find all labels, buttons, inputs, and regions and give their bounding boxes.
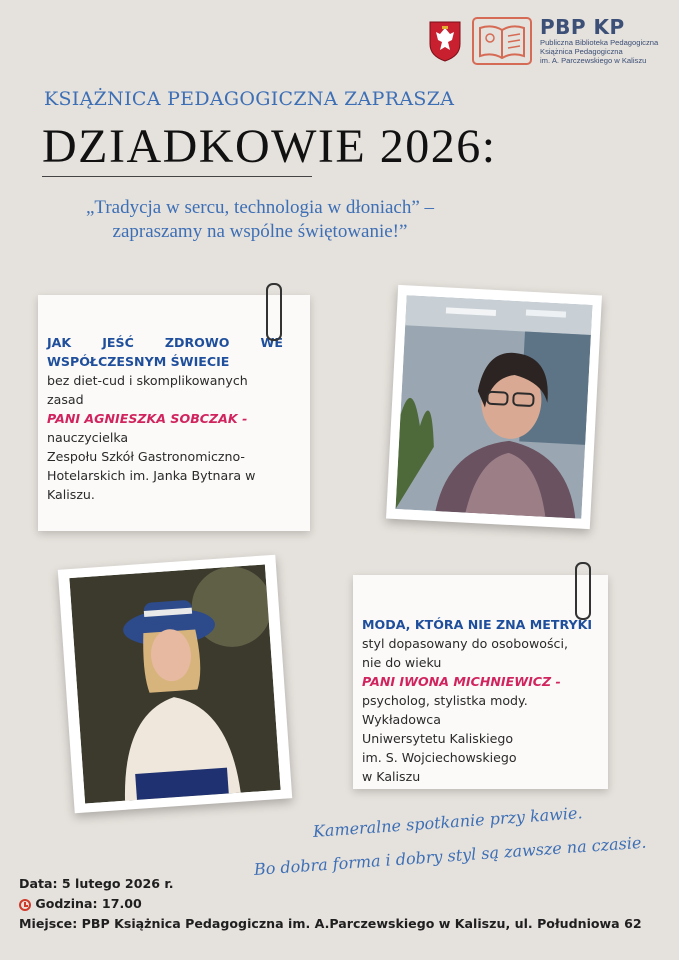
speaker-name-suffix: - (551, 674, 561, 689)
speaker-bio: im. S. Wojciechowskiego (362, 750, 517, 765)
paperclip-icon (575, 562, 591, 620)
talk-title: JAK JEŚĆ ZDROWO WE (47, 335, 283, 350)
talk-description: bez diet-cud i skomplikowanych (47, 373, 248, 388)
brand-line: Publiczna Biblioteka Pedagogiczna (540, 38, 659, 47)
speaker-bio: nauczycielka (47, 430, 129, 445)
title-underline (42, 176, 312, 177)
quote-line: zapraszamy na wspólne świętowanie!” (112, 221, 408, 242)
speaker-name-line (362, 672, 606, 691)
speaker-photo-1 (386, 285, 602, 529)
speaker-bio: Kaliszu. (47, 487, 95, 502)
event-date: Data: 5 lutego 2026 r. (19, 876, 174, 891)
brand-line: Książnica Pedagogiczna (540, 47, 623, 56)
speaker-bio: Uniwersytetu Kaliskiego (362, 731, 514, 746)
talk-title: WSPÓŁCZESNYM ŚWIECIE (47, 354, 230, 369)
speaker-bio: psycholog, stylistka mody. (362, 693, 528, 708)
page-title: DZIADKOWIE 2026: (42, 120, 497, 173)
script-line: Bo dobra forma i dobry styl są zawsze na czasie. (253, 832, 647, 879)
kicker-heading: KSIĄŻNICA PEDAGOGICZNA ZAPRASZA (44, 88, 455, 110)
paperclip-icon (266, 283, 282, 341)
header-logos (428, 16, 668, 68)
library-book-owl-icon (472, 16, 532, 66)
brand-line: im. A. Parczewskiego w Kaliszu (540, 56, 647, 65)
quote (30, 196, 490, 244)
speaker-name: PANI AGNIESZKA SOBCZAK (47, 411, 238, 426)
speaker-name-line (47, 409, 283, 428)
photo-woman-hat (69, 564, 280, 803)
speaker-name: PANI IWONA MICHNIEWICZ (362, 674, 552, 689)
speaker-bio: w Kaliszu (362, 769, 421, 784)
clock-icon (19, 899, 31, 911)
speaker-bio: Hotelarskich im. Janka Bytnara w (47, 468, 256, 483)
photo-woman-glasses (396, 295, 593, 518)
script-line: Kameralne spotkanie przy kawie. (312, 803, 584, 841)
card-1-text (47, 333, 283, 504)
speaker-name-suffix: - (237, 411, 248, 426)
speaker-bio: Zespołu Szkół Gastronomiczno- (47, 449, 245, 464)
brand-title: PBP KP (540, 15, 625, 39)
talk-description: zasad (47, 392, 84, 407)
speaker-card-2 (353, 575, 608, 789)
talk-description: nie do wieku (362, 655, 442, 670)
coat-of-arms-icon (428, 20, 462, 62)
event-place: Miejsce: PBP Książnica Pedagogiczna im. A.Parczewskiego w Kaliszu, ul. Południowa 62 (19, 916, 642, 931)
speaker-photo-2 (58, 555, 292, 814)
talk-description: styl dopasowany do osobowości, (362, 636, 568, 651)
brand-block (540, 16, 658, 65)
talk-title: MODA, KTÓRA NIE ZNA METRYKI (362, 617, 593, 632)
card-2-text (362, 615, 606, 786)
quote-line: „Tradycja w sercu, technologia w dłoniach” – (85, 197, 435, 218)
event-time (19, 896, 142, 911)
speaker-bio: Wykładowca (362, 712, 441, 727)
event-time-text: Godzina: 17.00 (35, 896, 142, 911)
